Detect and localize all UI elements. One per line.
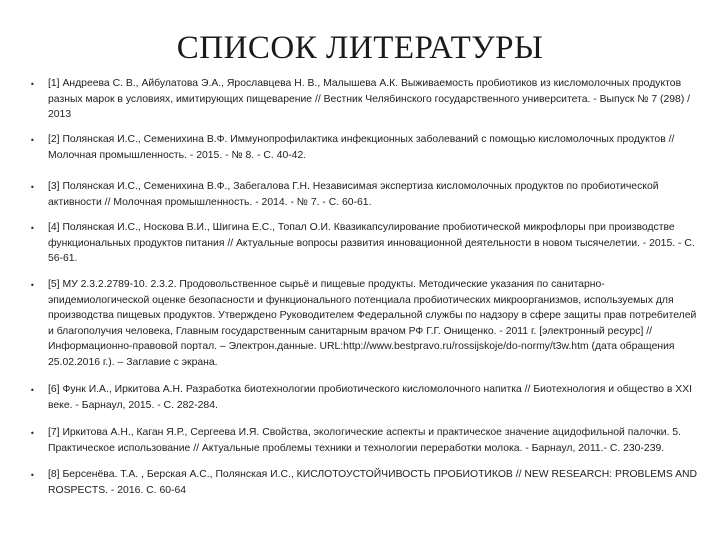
bullet-icon: • bbox=[30, 429, 35, 438]
reference-text: [7] Иркитова А.Н., Каган Я.Р., Сергеева И.Я. Свойства, экологические аспекты и практическое значение ацидофильной палочки. 5. Практическое использование // Актуальные проблемы техники и технологии переработки молока. - Барнаул, 2011.- С. 230-239. bbox=[48, 427, 682, 454]
reference-text: [1] Андреева С. В., Айбулатова Э.А., Ярославцева Н. В., Малышева А.К. Выживаемость пробиотиков из кисломолочных продуктов разных марок в условиях, имитирующих пищеварение // Вестник Челябинского государственного университета. - Выпуск № 7 (298) / 2013 bbox=[48, 78, 691, 121]
bullet-icon: • bbox=[30, 136, 35, 145]
bullet-icon: • bbox=[30, 80, 35, 89]
reference-text: [2] Полянская И.С., Семенихина В.Ф. Иммунопрофилактика инфекционных заболеваний с помощью кисломолочных продуктов // Молочная промышленность. - 2015. - № 8. - С. 40-42. bbox=[48, 134, 675, 161]
bullet-icon: • bbox=[30, 281, 35, 290]
reference-text: [3] Полянская И.С., Семенихина В.Ф., Забегалова Г.Н. Независимая экспертиза кисломолочных продуктов по пробиотической активности // Молочная промышленность. - 2014. - № 7. - С. 60-61. bbox=[48, 181, 659, 208]
bullet-icon: • bbox=[30, 386, 35, 395]
reference-text: [8] Берсенёва. Т.А. , Берская А.С., Полянская И.С., КИСЛОТОУСТОЙЧИВОСТЬ ПРОБИОТИКОВ // NEW RESEARCH: PROBLEMS AND ROSPECTS. - 2016. С. 60-64 bbox=[48, 469, 698, 496]
reference-text: [6] Функ И.А., Иркитова А.Н. Разработка биотехнологии пробиотического кисломолочного напитка // Биотехнология и общество в XXI веке. - Барнаул, 2015. - С. 282-284. bbox=[48, 384, 693, 411]
bullet-icon: • bbox=[30, 224, 35, 233]
bullet-icon: • bbox=[30, 183, 35, 192]
reference-text: [4] Полянская И.С., Носкова В.И., Шигина Е.С., Топал О.И. Квазикапсулирование пробиотической микрофлоры при производстве функциональных продуктов питания // Актуальные вопросы развития инновационной деятельности в новом тысячелетии. - 2015. - С. 56-61. bbox=[48, 222, 695, 265]
page-title: СПИСОК ЛИТЕРАТУРЫ bbox=[176, 30, 544, 66]
reference-text: [5] МУ 2.3.2.2789-10. 2.3.2. Продовольственное сырьё и пищевые продукты. Методические указания по санитарно-эпидемиологической оценке безопасности и функционального потенциала пробиотических микроорганизмов, используемых для производства пищевых продуктов. Утверждено Руководителем Федеральной службы по надзору в сфере защиты прав потребителей и благополучия человека, Главным государственным санитарным врачом РФ Г.Г. Онищенко. - 2011 г. [электронный ресурс] // Информационно-правовой портал. – Электрон.данные. URL:http://www.bestpravo.ru/rossijskoje/do-normy/t3w.htm (дата обращения 25.02.2016 г.). – Заглавие с экрана. bbox=[48, 279, 697, 368]
bullet-icon: • bbox=[30, 471, 35, 480]
